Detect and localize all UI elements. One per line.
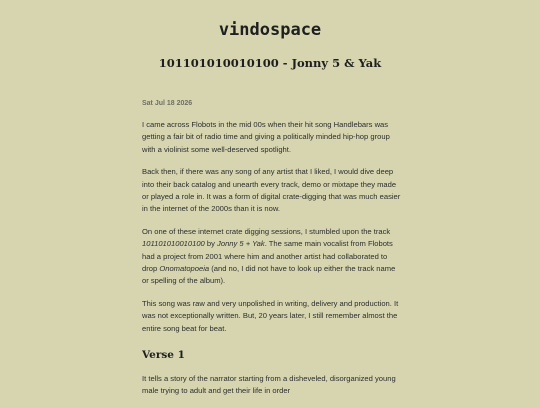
text-span: (and no, I did not have to look up either the track name or spelling of the album). bbox=[142, 263, 396, 286]
site-title-link[interactable]: vindospace bbox=[218, 20, 322, 40]
track-name: 101101010010100 bbox=[142, 239, 205, 249]
paragraph-impression: This song was raw and very unpolished in writing, delivery and production. It was not exceptionally written. But, 20 years later, I still remember almost the entire song beat for beat. bbox=[142, 299, 399, 333]
text-span: On one of these internet crate digging sessions, I stumbled upon the track bbox=[142, 227, 391, 237]
post-date: Sat Jul 18 2026 bbox=[142, 100, 193, 107]
artist-name: Jonny 5 + Yak bbox=[217, 239, 265, 249]
post-content bbox=[142, 119, 404, 408]
paragraph-verse-1: It tells a story of the narrator starting from a disheveled, disorganized young male trying to adult and get their life in order bbox=[142, 373, 396, 396]
section-heading-verse-1: Verse 1 bbox=[142, 348, 185, 361]
album-name: Onomatopoeia bbox=[159, 263, 210, 273]
paragraph-discovery bbox=[142, 226, 404, 287]
paragraph-intro: I came across Flobots in the mid 00s when their hit song Handlebars was getting a fair bit of radio time and giving a politically minded hip-hop group with a violinist some well-deserved spotlight. bbox=[142, 120, 390, 154]
paragraph-crate-digging: Back then, if there was any song of any artist that I liked, I would dive deep into their back catalog and unearth every track, demo or mixtape they made or played a role in. It was a form of digital crate-digging that was much easier in the internet of the 2000s than it is now. bbox=[142, 167, 401, 214]
text-span: . The same main vocalist from Flobots had a project from 2001 where him and another artist had collaborated to drop bbox=[142, 239, 393, 273]
post-title: 101101010010100 - Jonny 5 & Yak bbox=[158, 56, 382, 70]
text-span: by bbox=[204, 239, 218, 249]
